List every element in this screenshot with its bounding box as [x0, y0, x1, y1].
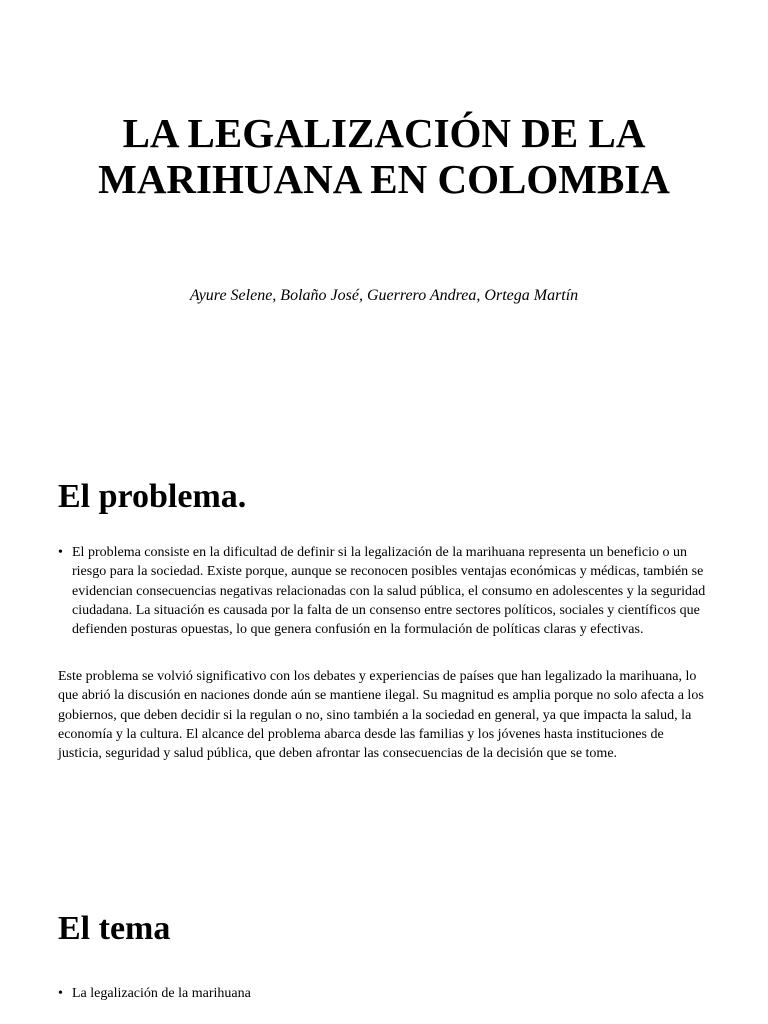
theme-bullet-list: [58, 984, 708, 1003]
list-item: [58, 984, 708, 1003]
problem-paragraph: Este problema se volvió significativo con los debates y experiencias de países que han legalizado la marihuana, lo que abrió la discusión en naciones donde aún se mantiene ilegal. Su magnitud es amplia porque no solo afecta a los gobiernos, que deben decidir si la regulan o no, sino también a la sociedad en general, ya que impacta la salud, la economía y la cultura. El alcance del problema abarca desde las familias y los jóvenes hasta instituciones de justicia, seguridad y salud pública, que deben afrontar las consecuencias de la decisión que se tome.: [58, 669, 704, 762]
problem-bullet-list: [58, 543, 708, 639]
list-item: [58, 543, 708, 639]
section-heading-theme: El tema: [58, 910, 171, 947]
section-heading-problem: El problema.: [58, 478, 247, 515]
list-item-text: La legalización de la marihuana: [72, 986, 251, 1001]
bullet-marker: •: [58, 986, 63, 1001]
document-title: LA LEGALIZACIÓN DE LA MARIHUANA EN COLOMBIA: [98, 110, 670, 202]
list-item-text: El problema consiste en la dificultad de definir si la legalización de la marihuana representa un beneficio o un riesgo para la sociedad. Existe porque, aunque se reconocen posibles ventajas económicas y médicas, también se evidencian consecuencias negativas relacionadas con la salud pública, el consumo en adolescentes y la seguridad ciudadana. La situación es causada por la falta de un consenso entre sectores políticos, sociales y científicos que defienden posturas opuestas, lo que genera confusión en la formulación de políticas claras y efectivas.: [72, 545, 706, 638]
bullet-marker: •: [58, 545, 63, 560]
authors-line: Ayure Selene, Bolaño José, Guerrero Andrea, Ortega Martín: [189, 287, 579, 304]
